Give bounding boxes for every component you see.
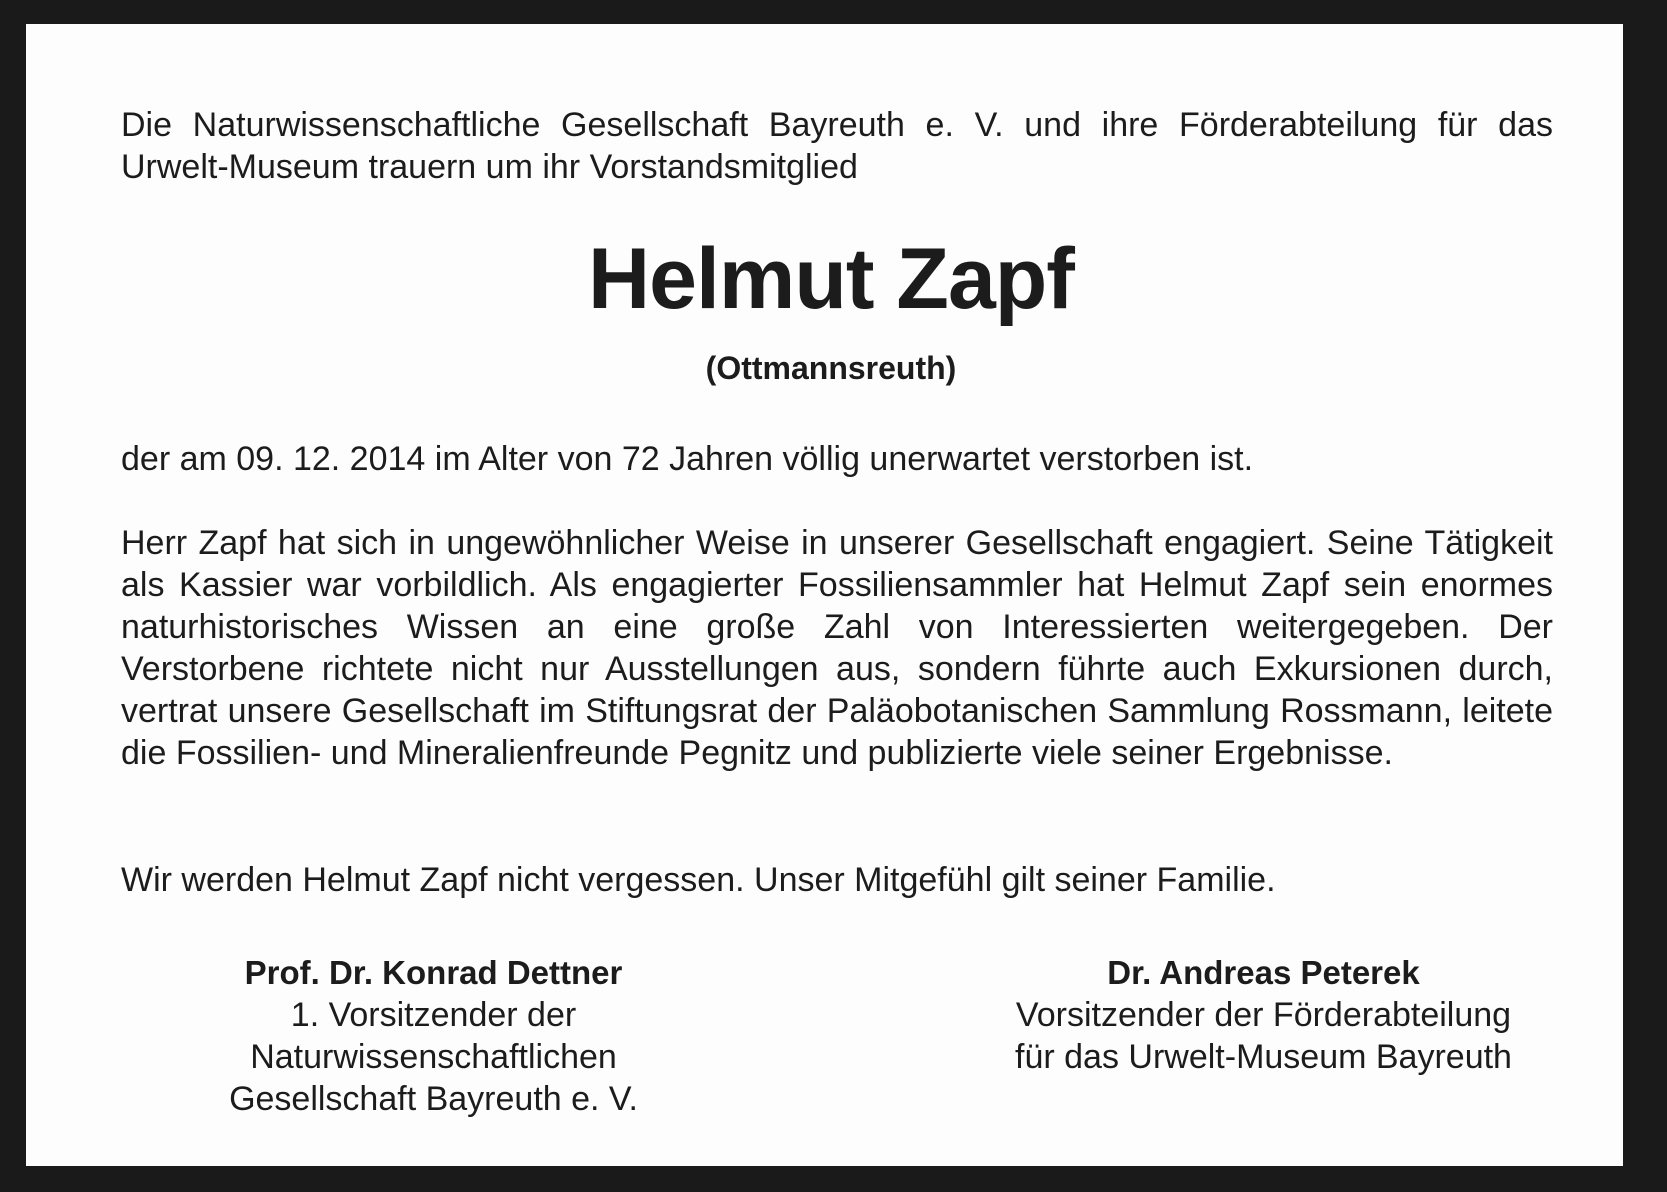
signatory-role: Gesellschaft Bayreuth e. V. xyxy=(229,1080,638,1118)
deceased-name: Helmut Zapf xyxy=(588,231,1074,327)
tribute-text: Herr Zapf hat sich in ungewöhnlicher Weise in unserer Gesellschaft engagiert. Seine Tätigkeit als Kassier war vorbildlich. Als engagierter Fossiliensammler hat Helmut Zapf sein enormes naturhistorisches Wissen an eine große Zahl von Interessierten weitergegeben. Der Verstorbene richtete nicht nur Ausstellungen aus, sondern führte auch Exkursionen durch, vertrat unsere Gesellschaft im Stiftungsrat der Paläobotanischen Sammlung Rossmann, leitete die Fossilien- und Mineralienfreunde Pegnitz und publizierte viele seiner Ergebnisse. xyxy=(121,524,1553,772)
death-notice-text: der am 09. 12. 2014 im Alter von 72 Jahren völlig unerwartet verstorben ist. xyxy=(121,440,1254,478)
signature-left xyxy=(121,952,746,1120)
obituary-notice xyxy=(26,24,1623,1166)
closing-text: Wir werden Helmut Zapf nicht vergessen. Unser Mitgefühl gilt seiner Familie. xyxy=(121,861,1276,899)
signature-right xyxy=(976,952,1551,1078)
signatory-role: für das Urwelt-Museum Bayreuth xyxy=(1015,1038,1512,1076)
signatory-name: Prof. Dr. Konrad Dettner xyxy=(244,954,623,991)
signatory-name: Dr. Andreas Peterek xyxy=(1107,954,1420,991)
signatory-role: Vorsitzender der Förderabteilung xyxy=(1015,996,1512,1034)
intro-text: Die Naturwissenschaftliche Gesellschaft Bayreuth e. V. und ihre Förderabteilung für das Urwelt-Museum trauern um ihr Vorstandsmitglied xyxy=(121,106,1553,186)
deceased-place: (Ottmannsreuth) xyxy=(705,350,957,386)
signatory-role: 1. Vorsitzender der Naturwissenschaftlichen xyxy=(250,996,617,1076)
